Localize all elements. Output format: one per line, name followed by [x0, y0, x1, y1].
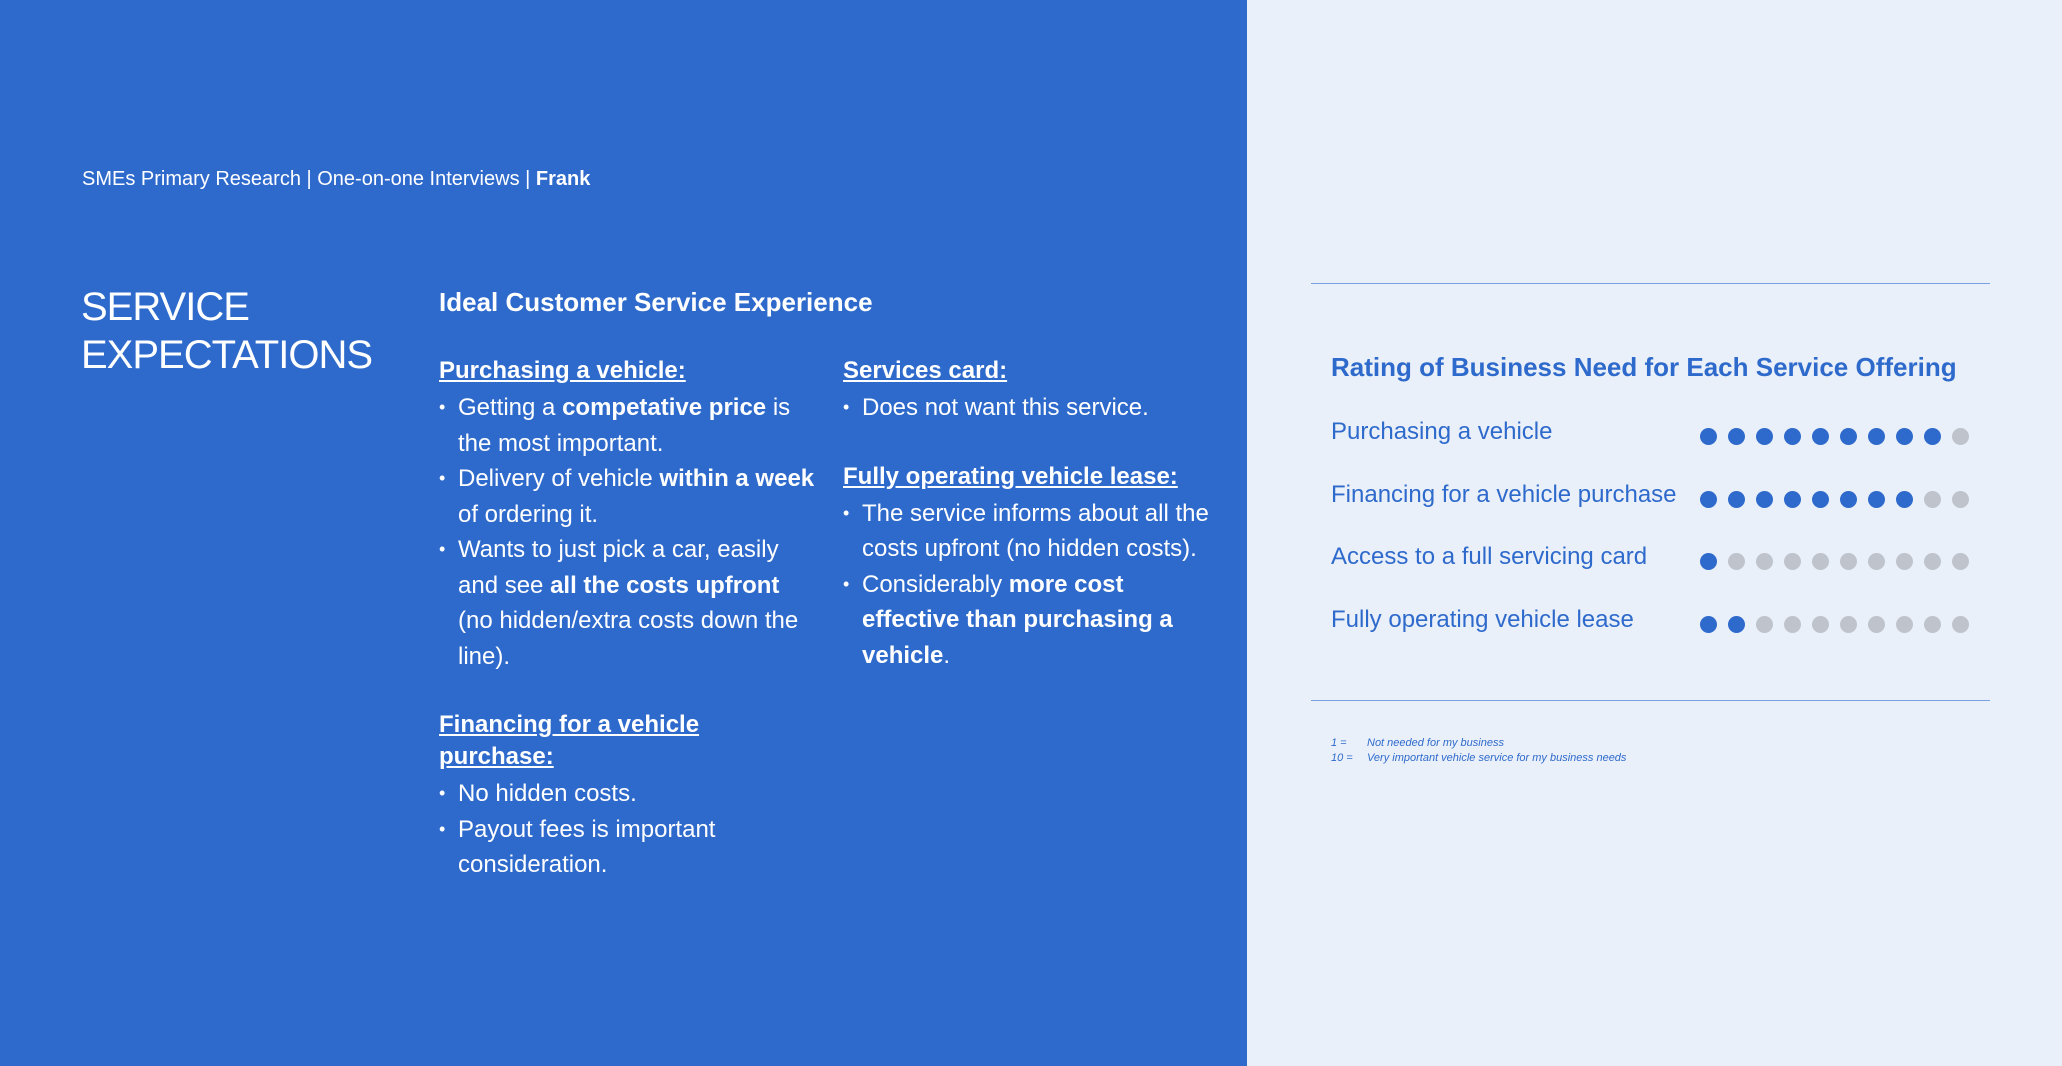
rating-dot-empty [1784, 616, 1801, 633]
rating-dot-empty [1896, 616, 1913, 633]
note-block [843, 461, 1223, 674]
bullet-text: Does not want this service. [862, 394, 1149, 421]
rating-dot-filled [1896, 428, 1913, 445]
bullet-text: Delivery of vehicle [458, 465, 660, 492]
rating-dot-filled [1784, 428, 1801, 445]
subtitle: Ideal Customer Service Experience [439, 287, 873, 317]
note-heading: Fully operating vehicle lease: [843, 462, 1178, 490]
bullet-item [439, 390, 819, 461]
section-title-line-1: SERVICE [81, 285, 249, 329]
rating-dot-empty [1924, 616, 1941, 633]
legend-row [1331, 751, 1626, 766]
rating-dot-filled [1784, 491, 1801, 508]
bullet-list [843, 390, 1223, 426]
bullet-text: The service informs about all the costs upfront (no hidden costs). [862, 499, 1209, 562]
rating-dot-empty [1952, 616, 1969, 633]
section-title [81, 283, 372, 379]
bullet-item [843, 390, 1223, 426]
rating-dot-empty [1756, 553, 1773, 570]
bullet-text-bold: more cost effective than purchasing a vehicle [862, 570, 1173, 669]
bullet-text: Getting a [458, 394, 563, 421]
bullet-text-bold: all the costs upfront [550, 571, 780, 599]
rating-dot-empty [1840, 616, 1857, 633]
bottom-divider [1311, 700, 1990, 701]
breadcrumb-name: Frank [535, 168, 591, 190]
rating-dot-filled [1700, 616, 1717, 633]
rating-label: Access to a full servicing card [1331, 543, 1648, 570]
bullet-list [843, 496, 1223, 674]
rating-dot-filled [1756, 491, 1773, 508]
rating-dot-empty [1728, 553, 1745, 570]
rating-dots [1700, 553, 1969, 570]
rating-dot-empty [1756, 616, 1773, 633]
bullet-list [439, 776, 819, 883]
legend-text: Very important vehicle service for my business needs [1367, 752, 1627, 764]
legend-row [1331, 736, 1626, 751]
rating-label: Financing for a vehicle purchase [1331, 481, 1677, 508]
rating-row [1331, 481, 1971, 521]
rating-dot-filled [1728, 616, 1745, 633]
legend-key: 10 = [1331, 752, 1353, 764]
rating-row [1331, 543, 1971, 583]
bullet-text: of ordering it. [458, 500, 599, 528]
note-heading: Purchasing a vehicle: [439, 357, 686, 384]
note-block [843, 355, 1223, 426]
legend-text: Not needed for my business [1367, 737, 1504, 749]
notes-column-right [843, 355, 1223, 708]
bullet-text: Payout fees is important consideration. [458, 815, 716, 878]
rating-dot-empty [1924, 491, 1941, 508]
bullet-text: is the most important. [458, 394, 791, 457]
rating-dot-empty [1784, 553, 1801, 570]
rating-dot-filled [1728, 428, 1745, 445]
rating-row [1331, 418, 1971, 458]
note-heading: Financing for a vehicle purchase: [439, 711, 700, 770]
rating-dot-filled [1868, 491, 1885, 508]
rating-dots [1700, 616, 1969, 633]
rating-dot-empty [1812, 553, 1829, 570]
rating-dot-filled [1896, 491, 1913, 508]
bullet-item [439, 812, 819, 883]
section-title-line-2: EXPECTATIONS [81, 333, 373, 377]
rating-dot-empty [1952, 553, 1969, 570]
rating-dot-filled [1700, 491, 1717, 508]
bullet-list [439, 390, 819, 674]
rating-dots [1700, 491, 1969, 508]
rating-dot-empty [1812, 616, 1829, 633]
bullet-item [439, 461, 819, 532]
rating-dot-empty [1896, 553, 1913, 570]
rating-title: Rating of Business Need for Each Service Offering [1331, 352, 1957, 382]
rating-dot-empty [1868, 616, 1885, 633]
notes-column-left [439, 355, 819, 918]
rating-dot-filled [1868, 428, 1885, 445]
bullet-item [439, 532, 819, 674]
note-heading: Services card: [843, 357, 1008, 384]
rating-dot-empty [1952, 491, 1969, 508]
rating-dot-empty [1840, 553, 1857, 570]
top-divider [1311, 283, 1990, 284]
bullet-text: No hidden costs. [458, 780, 637, 807]
bullet-item [439, 776, 819, 812]
rating-dot-filled [1812, 491, 1829, 508]
rating-dot-filled [1840, 491, 1857, 508]
bullet-item [843, 567, 1223, 674]
rating-dot-filled [1700, 428, 1717, 445]
rating-dot-filled [1728, 491, 1745, 508]
note-block [439, 709, 819, 883]
breadcrumb-prefix: SMEs Primary Research | One-on-one Interviews | [82, 168, 536, 190]
rating-dot-empty [1924, 553, 1941, 570]
rating-dot-filled [1924, 428, 1941, 445]
rating-legend [1331, 736, 1626, 766]
rating-dot-empty [1952, 428, 1969, 445]
bullet-text-bold: within a week [659, 465, 815, 492]
bullet-text: . [943, 641, 951, 669]
bullet-text: Wants to just pick a car, easily and see [458, 536, 779, 599]
note-block [439, 355, 819, 674]
bullet-item [843, 496, 1223, 567]
bullet-text-bold: competative price [562, 394, 767, 421]
rating-dot-filled [1840, 428, 1857, 445]
rating-label: Purchasing a vehicle [1331, 418, 1553, 445]
rating-dot-empty [1868, 553, 1885, 570]
legend-key: 1 = [1331, 737, 1347, 749]
rating-dot-filled [1812, 428, 1829, 445]
breadcrumb [82, 168, 590, 191]
rating-label: Fully operating vehicle lease [1331, 606, 1634, 633]
rating-row [1331, 606, 1971, 646]
right-panel [1247, 0, 2062, 1066]
rating-dot-filled [1700, 553, 1717, 570]
rating-dot-filled [1756, 428, 1773, 445]
bullet-text: Considerably [862, 570, 1009, 598]
rating-dots [1700, 428, 1969, 445]
bullet-text: (no hidden/extra costs down the line). [458, 607, 799, 670]
